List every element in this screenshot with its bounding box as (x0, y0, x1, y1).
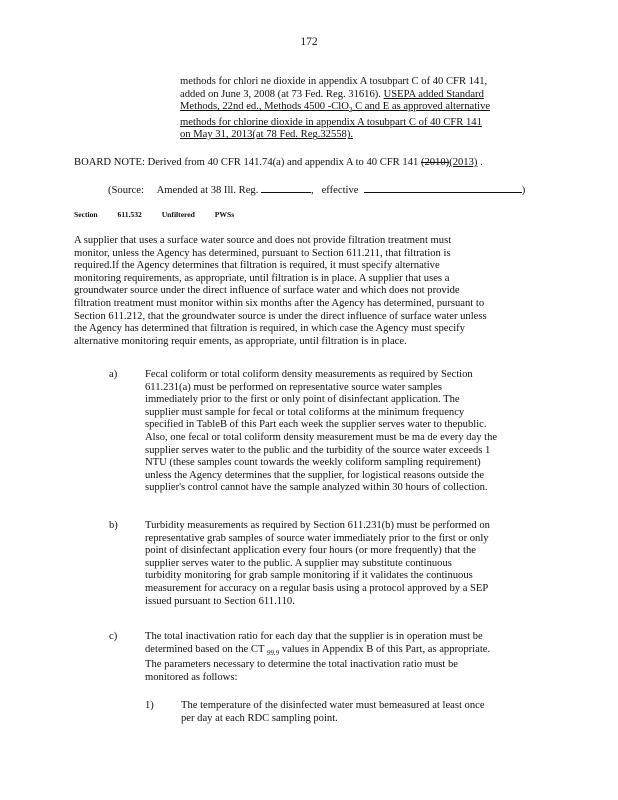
source-close: ) (521, 185, 526, 196)
text-line (145, 644, 541, 660)
page-number: 172 (300, 36, 318, 48)
paragraph-line: alternative monitoring requir ements, as appropriate, until filtration is in place. (74, 335, 407, 347)
text-line: unless the Agency determines that the supplier, for logistical reasons outside the (145, 469, 485, 481)
source-effective: effective (321, 185, 359, 196)
text-line: The parameters necessary to determine the total inactivation ratio must be (145, 659, 458, 671)
text-line: NTU (these samples count towards the weekly coliform sampling requirement) (145, 457, 481, 469)
text-line: Also, one fecal or total coliform density measurement must be ma de every day the (145, 431, 498, 443)
text-line: Turbidity measurements as required by Section 611.231(b) must be performed on (145, 520, 490, 531)
text-line: per day at each RDC sampling point. (181, 712, 338, 724)
intro-text: added on June 3, 2008 (at 73 Fed. Reg. 31616). (180, 88, 381, 100)
intro-line: methods for chlori ne dioxide in appendix A tosubpart C of 40 CFR 141, (180, 76, 488, 87)
text-part: determined based on the CT (145, 643, 265, 655)
amended-text: USEPA added Standard (383, 88, 484, 100)
text-line: The temperature of the disinfected water must bemeasured at least once (181, 700, 485, 711)
paragraph-line: A supplier that uses a surface water source and does not provide filtration treatment must (74, 235, 452, 246)
board-note-text: BOARD NOTE: Derived from 40 CFR 141.74(a) and appendix A to 40 CFR 141 (74, 157, 419, 168)
text-line: monitored as follows: (145, 671, 238, 683)
intro-paragraph (180, 76, 530, 142)
amended-text: C and E as approved alternative (355, 101, 491, 113)
source-amended: Amended at 38 Ill. Reg. (156, 185, 259, 196)
amended-line: methods for chlorine dioxide in appendix A tosubpart C of 40 CFR 141 (180, 116, 482, 128)
struck-text: (2010) (420, 157, 450, 168)
subsection-label: a) (109, 369, 118, 380)
subsection-text (181, 700, 523, 725)
section-label: Section (74, 210, 98, 219)
subsection-label: b) (109, 520, 118, 531)
source-note: (Source: Amended at 38 Ill. Reg. , effective ) (108, 182, 548, 198)
section-title: Unfiltered (161, 210, 195, 219)
text-line: immediately prior to the first or only point of disinfectant application. The (145, 394, 460, 406)
amended-text: Methods, 22nd ed., Methods 4500 -ClO (180, 101, 349, 113)
subscript: 99.9 (266, 648, 280, 657)
text-line: 611.231(a) must be performed on representative source water samples (145, 381, 443, 393)
text-line: supplier serves water to the public and the turbidity of the source water exceeds 1 (145, 444, 491, 456)
amended-line (180, 101, 530, 117)
paragraph-line: Section 611.212, that the groundwater source is under the direct influence of surface water unless (74, 310, 487, 322)
text-line: representative grab samples of source water immediately prior to the first or only (145, 532, 489, 544)
paragraph-line: groundwater source under the direct influence of surface water and which does not provide (74, 285, 460, 297)
register-blank (261, 182, 311, 193)
paragraph-line: monitoring requirements, as appropriate, until filtration is in place. A supplier that uses a (74, 272, 450, 284)
subsection-label: c) (109, 631, 118, 642)
added-text: (2013) (449, 157, 478, 168)
subsection-label: 1) (145, 700, 154, 711)
paragraph-line: the Agency has determined that filtration is required, in which case the Agency must specify (74, 323, 465, 335)
text-line: point of disinfectant application every four hours (or more frequently) that the (145, 545, 476, 557)
text-line: specified in TableB of this Part each week the supplier serves water to thepublic. (145, 419, 487, 431)
amended-line: on May 31, 2013(at 78 Fed. Reg.32558). (180, 129, 354, 141)
paragraph-line: required.If the Agency determines that filtration is required, it must specify alternative (74, 260, 440, 272)
section-number: 611.532 (117, 210, 142, 219)
board-note (74, 157, 544, 170)
text-line: supplier serves water to the public. A supplier may substitute continuous (145, 557, 452, 569)
intro-line (180, 89, 530, 102)
section-heading (74, 210, 252, 219)
subsection-text (145, 369, 541, 495)
source-open: (Source: (108, 185, 144, 196)
text-line: supplier's control cannot have the sample analyzed within 30 hours of collection. (145, 482, 488, 494)
text-part: values in Appendix B of this Part, as appropriate. (281, 643, 491, 655)
text-line: The total inactivation ratio for each day that the supplier is in operation must be (145, 631, 483, 642)
board-note-end: . (480, 157, 483, 168)
effective-date-blank (364, 182, 522, 193)
text-line: supplier must sample for fecal or total coliforms at the minimum frequency (145, 406, 465, 418)
subsection-text (145, 520, 541, 608)
section-paragraph (74, 235, 540, 348)
text-line: issued pursuant to Section 611.110. (145, 595, 295, 607)
text-line: Fecal coliform or total coliform density measurements as required by Section (145, 369, 473, 380)
paragraph-line: monitor, unless the Agency has determined, pursuant to Section 611.211, that filtration is (74, 247, 451, 259)
subscript: 2 (348, 106, 353, 115)
text-line: turbidity monitoring for grab sample monitoring if it validates the continuous (145, 570, 473, 582)
text-line: measurement for accuracy on a regular basis using a protocol approved by a SEP (145, 582, 489, 594)
subsection-text (145, 631, 541, 684)
paragraph-line: filtration treatment must monitor within six months after the Agency has determined, pursuant to (74, 297, 485, 309)
section-title: PWSs (214, 210, 235, 219)
